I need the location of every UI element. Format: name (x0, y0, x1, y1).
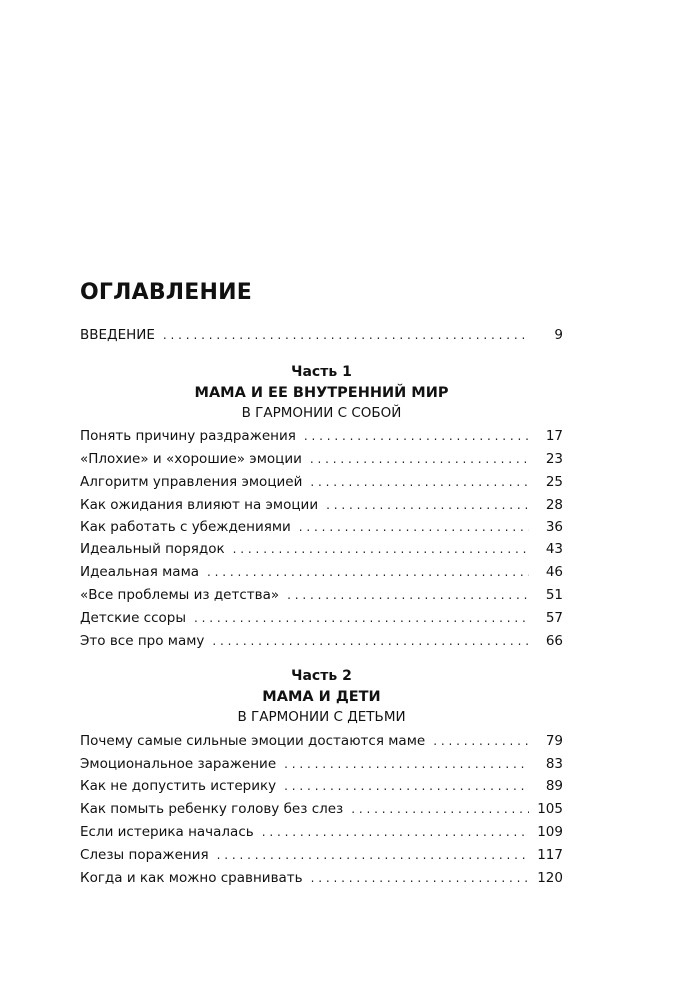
dot-leader (212, 631, 529, 651)
toc-entry-label: Алгоритм управления эмоцией (80, 474, 303, 490)
dot-leader (163, 325, 529, 345)
toc-entry (80, 868, 563, 888)
part-label: Часть 1 (291, 364, 352, 380)
dot-leader (284, 754, 529, 774)
toc-entry (80, 562, 563, 582)
toc-entry-page: 79 (545, 733, 563, 749)
toc-entry-label: Эмоциональное заражение (80, 756, 277, 772)
dot-leader (233, 539, 529, 559)
toc-entry-label: Идеальный порядок (80, 541, 225, 557)
part-title: МАМА И ЕЕ ВНУТРЕННИЙ МИР (194, 385, 449, 401)
toc-entry (80, 754, 563, 774)
dot-leader (310, 449, 529, 469)
toc-entry-label: Это все про маму (80, 633, 205, 649)
toc-entry (80, 799, 563, 819)
dot-leader (287, 585, 529, 605)
page-title: ОГЛАВЛЕНИЕ (80, 280, 252, 305)
toc-entry-page: 36 (545, 519, 563, 535)
toc-entry-label: Когда и как можно сравнивать (80, 870, 303, 886)
toc-entry (80, 731, 563, 751)
toc-entry-label: «Плохие» и «хорошие» эмоции (80, 451, 302, 467)
toc-entry (80, 776, 563, 796)
dot-leader (351, 799, 529, 819)
toc-entry-label: Как работать с убеждениями (80, 519, 291, 535)
toc-entry-label: Почему самые сильные эмоции достаются маме (80, 733, 426, 749)
toc-entry-label: Если истерика началась (80, 824, 254, 840)
dot-leader (433, 731, 529, 751)
toc-entry (80, 822, 563, 842)
toc-entry-label: Детские ссоры (80, 610, 186, 626)
dot-leader (217, 845, 529, 865)
toc-entry-page: 83 (545, 756, 563, 772)
toc-entry (80, 495, 563, 515)
toc-entry-label: Идеальная мама (80, 564, 200, 580)
toc-entry (80, 472, 563, 492)
table-of-contents-page (80, 0, 563, 1000)
dot-leader (262, 822, 529, 842)
toc-entry-page: 109 (537, 824, 563, 840)
toc-entry-page: 120 (537, 870, 563, 886)
dot-leader (304, 426, 529, 446)
dot-leader (299, 517, 529, 537)
dot-leader (310, 472, 529, 492)
toc-entry-label: Как ожидания влияют на эмоции (80, 497, 319, 513)
part-subtitle: В ГАРМОНИИ С ДЕТЬМИ (237, 709, 406, 725)
toc-entry-page: 89 (545, 778, 563, 794)
dot-leader (207, 562, 529, 582)
toc-entry-label: Понять причину раздражения (80, 428, 296, 444)
toc-entry (80, 449, 563, 469)
toc-entry-page: 23 (545, 451, 563, 467)
toc-entry-page: 51 (545, 587, 563, 603)
dot-leader (311, 868, 529, 888)
toc-entry-page: 9 (554, 327, 563, 343)
toc-entry (80, 426, 563, 446)
toc-entry-intro (80, 325, 563, 345)
toc-entry-label: Как помыть ребенку голову без слез (80, 801, 344, 817)
dot-leader (326, 495, 529, 515)
toc-entry-page: 66 (545, 633, 563, 649)
toc-entry (80, 608, 563, 628)
toc-entry (80, 585, 563, 605)
toc-entry-page: 17 (545, 428, 563, 444)
part-title: МАМА И ДЕТИ (262, 689, 381, 705)
toc-entry-label: Слезы поражения (80, 847, 209, 863)
toc-entry-label: ВВЕДЕНИЕ (80, 327, 155, 343)
toc-entry-page: 28 (545, 497, 563, 513)
toc-entry-label: «Все проблемы из детства» (80, 587, 280, 603)
toc-entry-page: 25 (545, 474, 563, 490)
toc-entry-label: Как не допустить истерику (80, 778, 277, 794)
part-label: Часть 2 (291, 668, 352, 684)
toc-entry (80, 631, 563, 651)
toc-entry-page: 105 (537, 801, 563, 817)
toc-entry-page: 57 (545, 610, 563, 626)
part-subtitle: В ГАРМОНИИ С СОБОЙ (241, 405, 402, 421)
dot-leader (284, 776, 529, 796)
toc-entry-page: 46 (545, 564, 563, 580)
toc-entry (80, 539, 563, 559)
toc-entry (80, 845, 563, 865)
toc-entry (80, 517, 563, 537)
toc-entry-page: 117 (537, 847, 563, 863)
dot-leader (194, 608, 529, 628)
toc-entry-page: 43 (545, 541, 563, 557)
